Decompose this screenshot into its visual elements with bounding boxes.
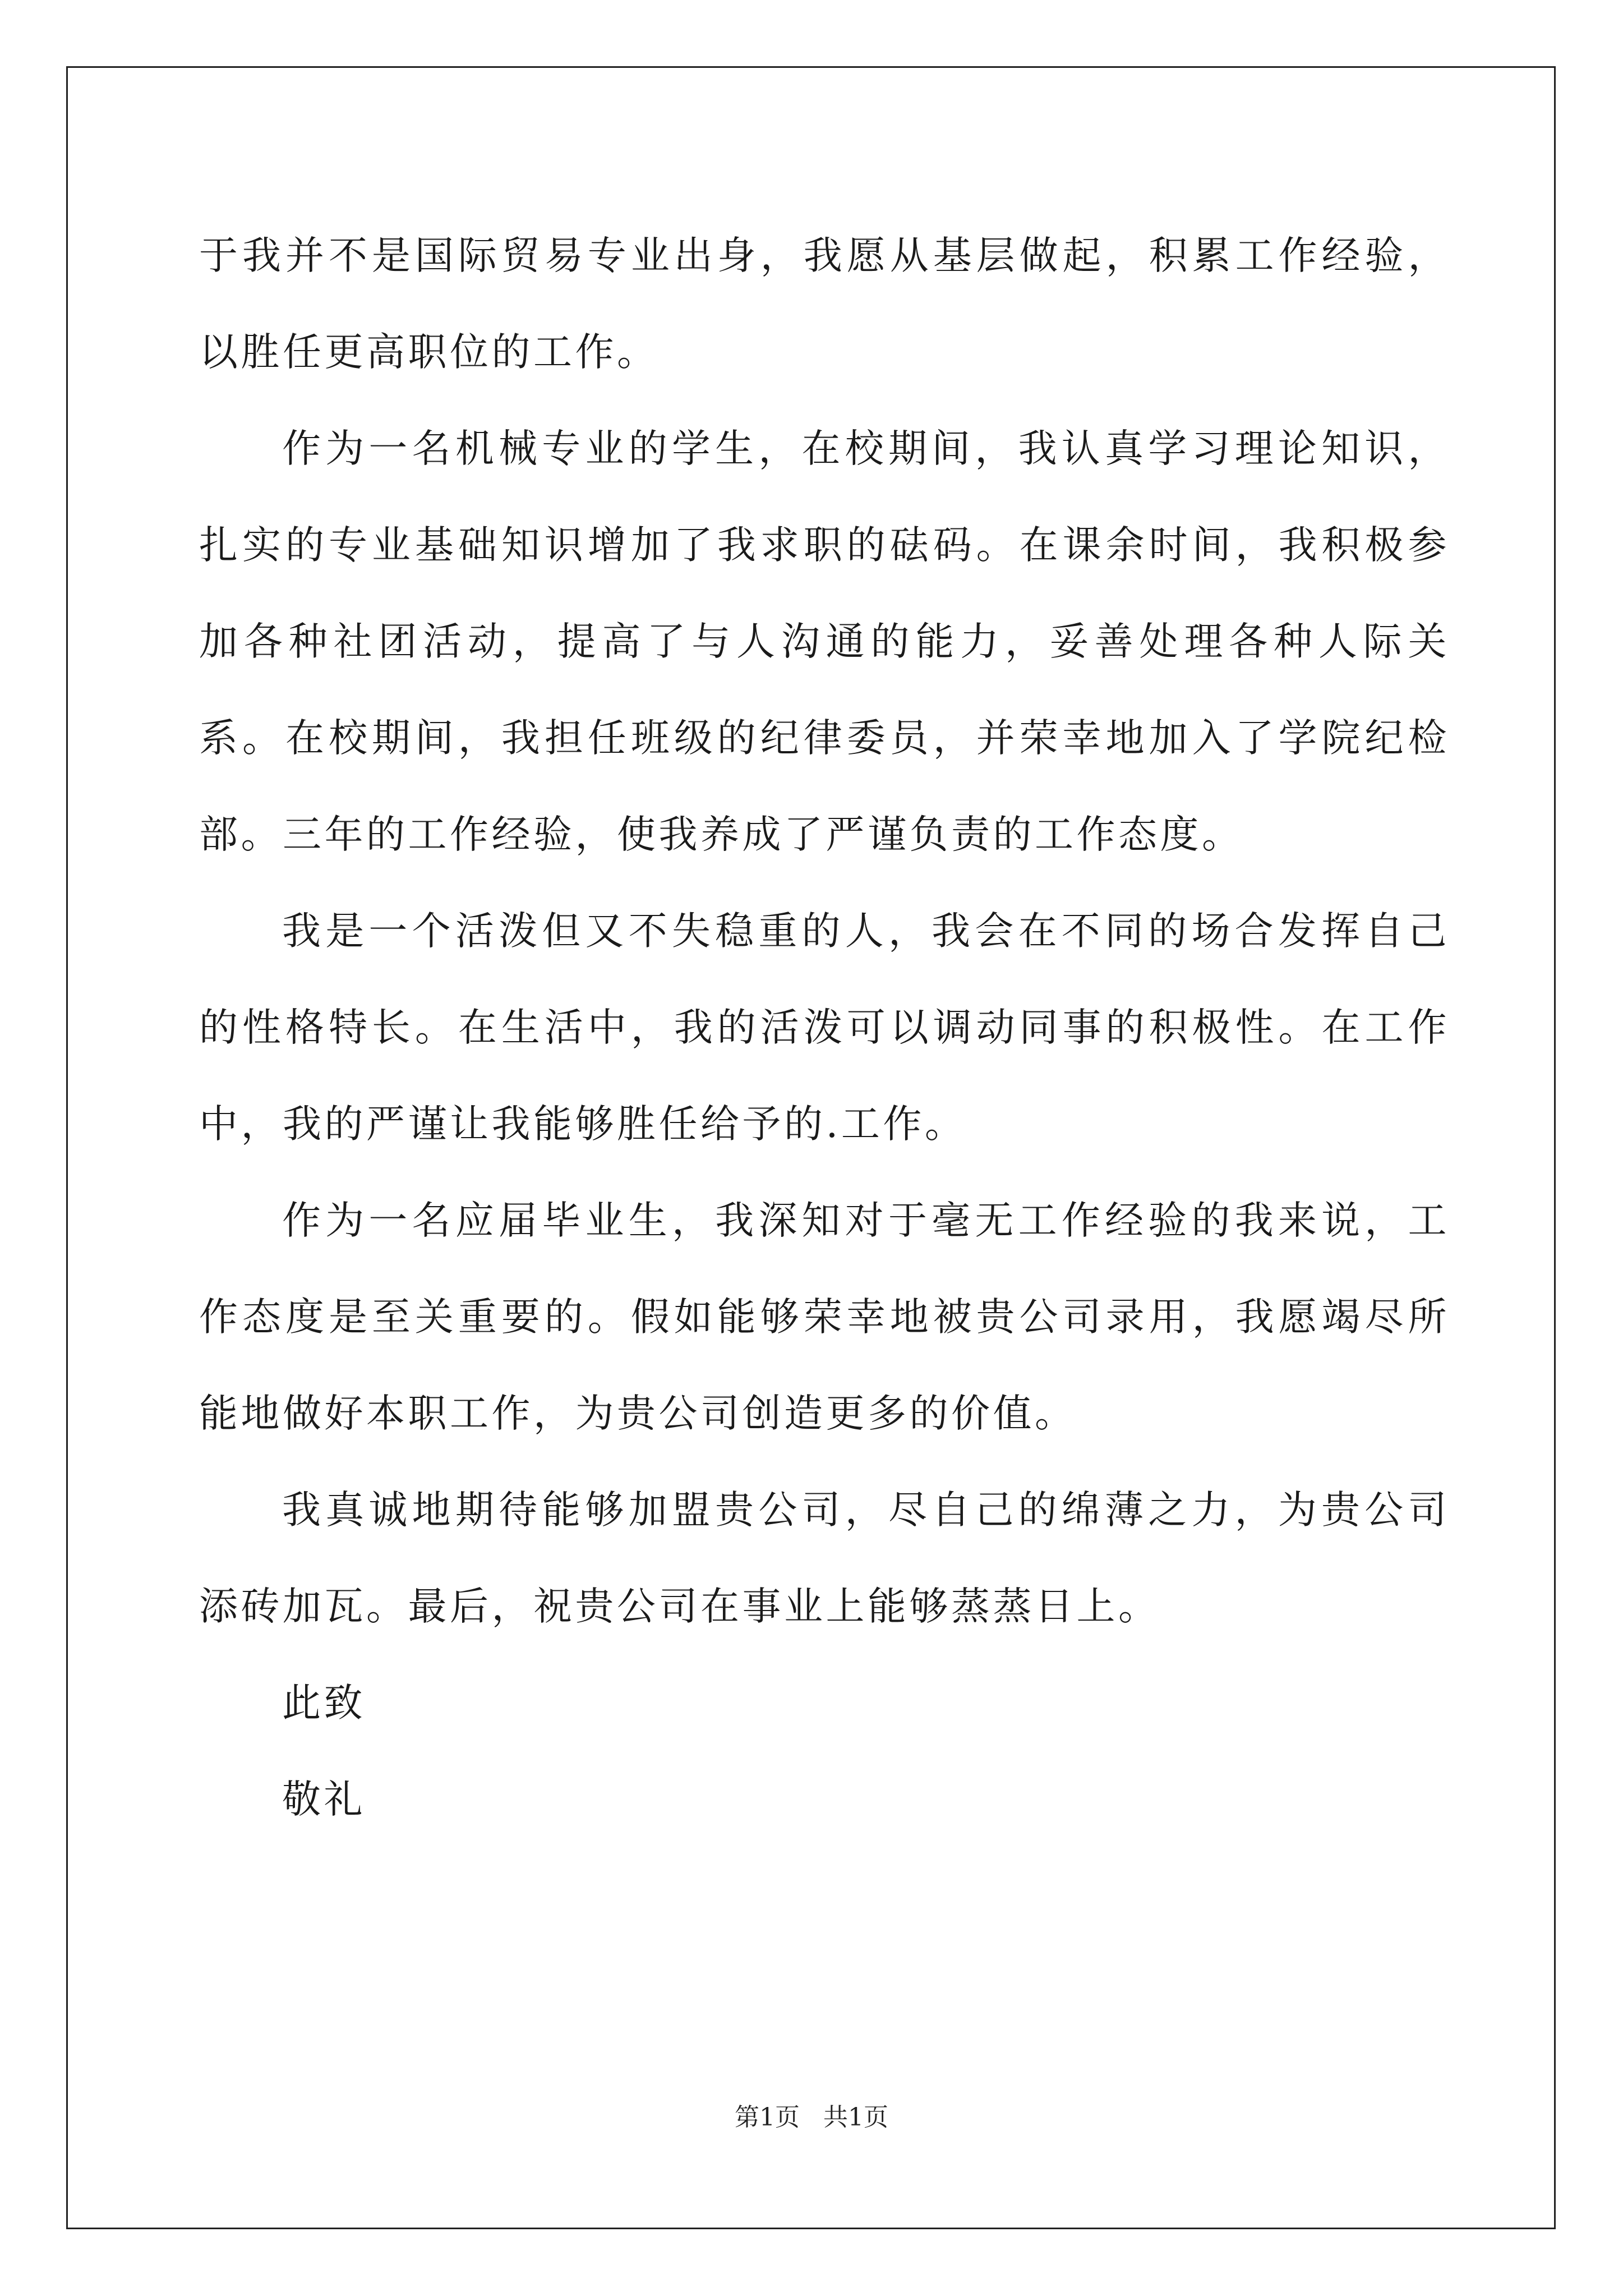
letter-body [199,208,1450,1848]
closing-salutation: 此致 [282,1681,366,1726]
paragraph-4: 作为一名应届毕业生，我深知对于毫无工作经验的我来说，工作态度是至关重要的。假如能够荣幸地被贵公司录用，我愿竭尽所能地做好本职工作，为贵公司创造更多的价值。 [199,1198,1450,1436]
paragraph-3: 我是一个活泼但又不失稳重的人，我会在不同的场合发挥自己的性格特长。在生活中，我的活泼可以调动同事的积极性。在工作中，我的严谨让我能够胜任给予的.工作。 [199,909,1450,1147]
page-footer [0,2097,1623,2133]
page-number: 第1页 [735,2103,800,2132]
page-total: 共1页 [823,2103,888,2132]
paragraph-5: 我真诚地期待能够加盟贵公司，尽自己的绵薄之力，为贵公司添砖加瓦。最后，祝贵公司在事业上能够蒸蒸日上。 [199,1488,1450,1629]
paragraph-2: 作为一名机械专业的学生，在校期间，我认真学习理论知识，扎实的专业基础知识增加了我求职的砝码。在课余时间，我积极参加各种社团活动，提高了与人沟通的能力，妥善处理各种人际关系。在校期间，我担任班级的纪律委员，并荣幸地加入了学院纪检部。三年的工作经验，使我养成了严谨负责的工作态度。 [199,426,1450,857]
paragraph-1: 于我并不是国际贸易专业出身，我愿从基层做起，积累工作经验，以胜任更高职位的工作。 [199,233,1450,375]
closing-regards: 敬礼 [282,1777,366,1822]
